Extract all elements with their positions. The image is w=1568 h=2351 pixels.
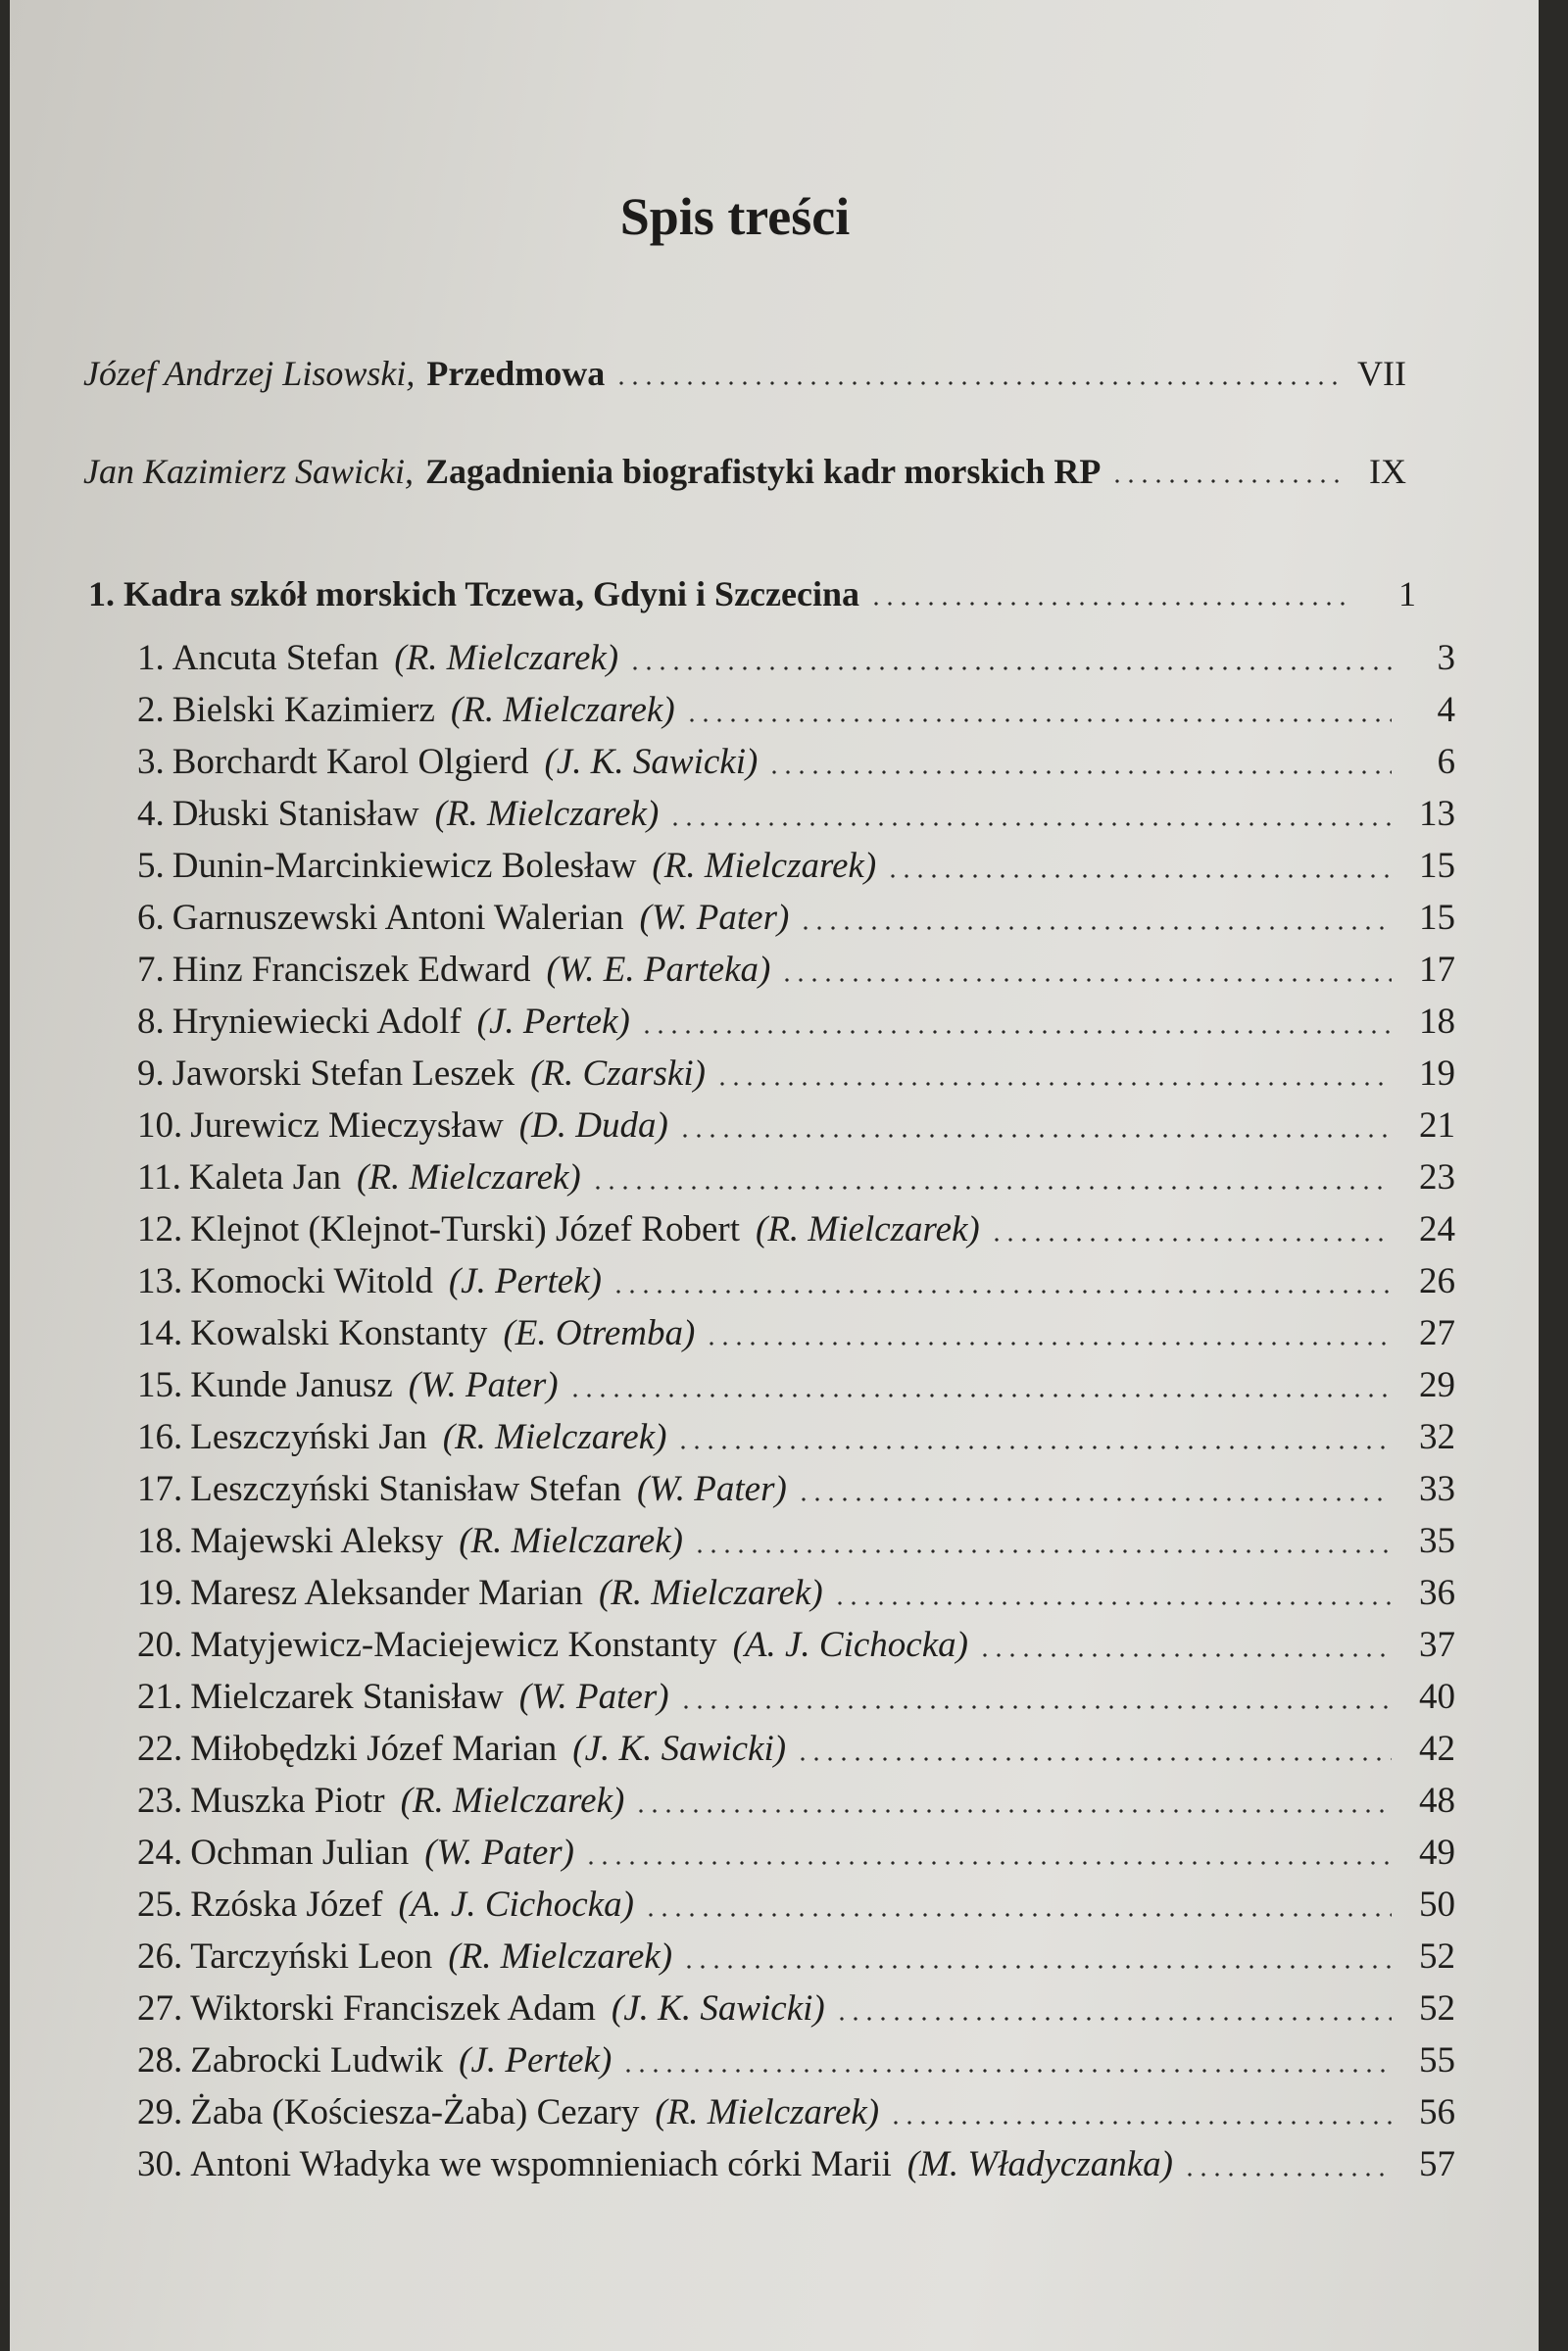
entry-name: Jurewicz Mieczysław bbox=[190, 1105, 504, 1146]
entry-name: Komocki Witold bbox=[190, 1261, 433, 1301]
entry-author: (R. Mielczarek) bbox=[450, 690, 675, 730]
entry-page-number: 48 bbox=[1419, 1781, 1455, 1821]
entry-name: Dłuski Stanisław bbox=[172, 794, 419, 834]
entry-name: Matyjewicz-Maciejewicz Konstanty bbox=[190, 1625, 717, 1665]
leader-dots bbox=[1110, 479, 1343, 483]
toc-entry bbox=[137, 1416, 1455, 1458]
entry-author: Józef Andrzej Lisowski, bbox=[83, 354, 416, 393]
entry-name: Borchardt Karol Olgierd bbox=[172, 742, 529, 782]
entry-name: Ancuta Stefan bbox=[172, 638, 379, 678]
toc-entry bbox=[137, 1520, 1455, 1562]
leader-dots bbox=[678, 1134, 1392, 1138]
entry-number: 28. bbox=[137, 2040, 183, 2081]
entry-author: (R. Mielczarek) bbox=[400, 1781, 625, 1821]
entry-name: Muszka Piotr bbox=[190, 1781, 385, 1821]
entry-number: 6. bbox=[137, 898, 165, 938]
entry-number: 29. bbox=[137, 2092, 183, 2132]
leader-dots bbox=[614, 381, 1343, 385]
entry-name: Kowalski Konstanty bbox=[190, 1313, 488, 1353]
leader-dots bbox=[833, 1601, 1392, 1605]
entry-author: (W. E. Parteka) bbox=[546, 950, 771, 990]
leader-dots bbox=[705, 1342, 1392, 1346]
entry-page-number: 6 bbox=[1437, 742, 1455, 782]
entry-author: (W. Pater) bbox=[637, 1469, 787, 1509]
entry-author: (R. Mielczarek) bbox=[448, 1936, 673, 1977]
entry-number: 3. bbox=[137, 742, 165, 782]
entry-number: 22. bbox=[137, 1729, 183, 1769]
leader-dots bbox=[591, 1186, 1392, 1190]
leader-dots bbox=[685, 718, 1392, 722]
toc-entry bbox=[137, 2143, 1455, 2185]
entry-author: (W. Pater) bbox=[424, 1833, 575, 1873]
leader-dots bbox=[715, 1082, 1392, 1086]
leader-dots bbox=[682, 1965, 1392, 1969]
entry-name: Wiktorski Franciszek Adam bbox=[190, 1988, 596, 2029]
leader-dots bbox=[835, 2017, 1392, 2021]
entry-page-number: 24 bbox=[1419, 1209, 1455, 1249]
entry-page-number: 50 bbox=[1419, 1885, 1455, 1925]
section-heading bbox=[88, 573, 1416, 614]
entry-name: Zabrocki Ludwik bbox=[190, 2040, 444, 2081]
toc-entry bbox=[137, 1676, 1455, 1718]
toc-entry bbox=[137, 845, 1455, 887]
entry-page-number: 3 bbox=[1437, 638, 1455, 678]
entry-name: Majewski Aleksy bbox=[190, 1521, 444, 1561]
leader-dots bbox=[668, 822, 1392, 826]
entry-page-number: 26 bbox=[1419, 1261, 1455, 1301]
front-matter-entry bbox=[83, 353, 1406, 394]
entry-author: (J. Pertek) bbox=[476, 1002, 630, 1042]
entry-author: (J. K. Sawicki) bbox=[544, 742, 759, 782]
entry-author: (R. Mielczarek) bbox=[459, 1521, 683, 1561]
entry-page-number: IX bbox=[1369, 452, 1406, 491]
entry-number: 2. bbox=[137, 690, 165, 730]
entry-page-number: 33 bbox=[1419, 1469, 1455, 1509]
entry-page-number: 40 bbox=[1419, 1677, 1455, 1717]
toc-entry bbox=[137, 689, 1455, 731]
entry-name: Leszczyński Stanisław Stefan bbox=[190, 1469, 622, 1509]
leader-dots bbox=[644, 1913, 1392, 1917]
entry-name: Ochman Julian bbox=[190, 1833, 410, 1873]
entry-author: (R. Mielczarek) bbox=[655, 2092, 880, 2132]
entry-number: 19. bbox=[137, 1573, 183, 1613]
entry-number: 9. bbox=[137, 1053, 165, 1094]
entry-name: Dunin-Marcinkiewicz Bolesław bbox=[172, 846, 637, 886]
entry-page-number: 27 bbox=[1419, 1313, 1455, 1353]
entry-number: 17. bbox=[137, 1469, 183, 1509]
toc-entry bbox=[137, 1208, 1455, 1250]
section-label: 1. Kadra szkół morskich Tczewa, Gdyni i Szczecina bbox=[88, 574, 859, 613]
entry-author: (J. Pertek) bbox=[448, 1261, 602, 1301]
entry-page-number: 15 bbox=[1419, 898, 1455, 938]
section-page-number: 1 bbox=[1398, 574, 1416, 613]
entry-author: (M. Władyczanka) bbox=[906, 2144, 1173, 2184]
leader-dots bbox=[869, 602, 1352, 606]
entry-page-number: 52 bbox=[1419, 1988, 1455, 2029]
entry-page-number: VII bbox=[1357, 354, 1406, 393]
entry-author: (R. Mielczarek) bbox=[357, 1157, 581, 1198]
entry-number: 5. bbox=[137, 846, 165, 886]
toc-entry bbox=[137, 793, 1455, 835]
book-page bbox=[10, 0, 1539, 2351]
entry-title: Zagadnienia biografistyki kadr morskich RP bbox=[424, 452, 1102, 491]
leader-dots bbox=[584, 1861, 1392, 1865]
leader-dots bbox=[767, 770, 1392, 774]
entry-page-number: 57 bbox=[1419, 2144, 1455, 2184]
entry-author: (J. K. Sawicki) bbox=[611, 1988, 825, 2029]
leader-dots bbox=[799, 926, 1392, 930]
leader-dots bbox=[990, 1238, 1392, 1242]
entry-author: Jan Kazimierz Sawicki, bbox=[83, 452, 414, 491]
toc-entry bbox=[137, 1624, 1455, 1666]
toc-entry bbox=[137, 1780, 1455, 1822]
entry-page-number: 49 bbox=[1419, 1833, 1455, 1873]
toc-entry bbox=[137, 1832, 1455, 1874]
entry-name: Maresz Aleksander Marian bbox=[190, 1573, 583, 1613]
entry-author: (R. Czarski) bbox=[530, 1053, 706, 1094]
toc-entry bbox=[137, 1312, 1455, 1354]
toc-entry bbox=[137, 2039, 1455, 2082]
entry-author: (J. K. Sawicki) bbox=[572, 1729, 787, 1769]
toc-entry bbox=[137, 1987, 1455, 2030]
entry-number: 11. bbox=[137, 1157, 181, 1198]
entry-number: 16. bbox=[137, 1417, 183, 1457]
entry-number: 14. bbox=[137, 1313, 183, 1353]
leader-dots bbox=[628, 666, 1392, 670]
toc-entry bbox=[137, 949, 1455, 991]
entry-page-number: 13 bbox=[1419, 794, 1455, 834]
leader-dots bbox=[796, 1757, 1392, 1761]
front-matter-entry bbox=[83, 451, 1406, 492]
leader-dots bbox=[889, 2121, 1392, 2125]
entry-author: (R. Mielczarek) bbox=[598, 1573, 823, 1613]
entry-name: Antoni Władyka we wspomnieniach córki Marii bbox=[190, 2144, 892, 2184]
entry-number: 1. bbox=[137, 638, 165, 678]
entry-number: 7. bbox=[137, 950, 165, 990]
leader-dots bbox=[568, 1394, 1392, 1397]
entry-number: 24. bbox=[137, 1833, 183, 1873]
entry-page-number: 23 bbox=[1419, 1157, 1455, 1198]
entry-number: 26. bbox=[137, 1936, 183, 1977]
entry-page-number: 18 bbox=[1419, 1002, 1455, 1042]
entry-number: 21. bbox=[137, 1677, 183, 1717]
entry-author: (W. Pater) bbox=[639, 898, 790, 938]
entry-author: (R. Mielczarek) bbox=[434, 794, 660, 834]
entry-name: Żaba (Kościesza-Żaba) Cezary bbox=[190, 2092, 640, 2132]
toc-entry bbox=[137, 1053, 1455, 1095]
entry-name: Mielczarek Stanisław bbox=[190, 1677, 504, 1717]
entry-author: (D. Duda) bbox=[518, 1105, 668, 1146]
entry-name: Kunde Janusz bbox=[190, 1365, 393, 1405]
entry-page-number: 56 bbox=[1419, 2092, 1455, 2132]
entry-author: (R. Mielczarek) bbox=[756, 1209, 980, 1249]
entry-number: 12. bbox=[137, 1209, 183, 1249]
leader-dots bbox=[679, 1705, 1392, 1709]
toc-entry bbox=[137, 637, 1455, 679]
entry-author: (W. Pater) bbox=[408, 1365, 559, 1405]
entry-author: (E. Otremba) bbox=[503, 1313, 696, 1353]
leader-dots bbox=[693, 1549, 1392, 1553]
entry-name: Klejnot (Klejnot-Turski) Józef Robert bbox=[190, 1209, 740, 1249]
entry-name: Bielski Kazimierz bbox=[172, 690, 435, 730]
leader-dots bbox=[612, 1290, 1392, 1294]
toc-entry bbox=[137, 1364, 1455, 1406]
entry-name: Jaworski Stefan Leszek bbox=[172, 1053, 515, 1094]
leader-dots bbox=[1183, 2173, 1392, 2177]
entry-page-number: 17 bbox=[1419, 950, 1455, 990]
entry-page-number: 4 bbox=[1437, 690, 1455, 730]
leader-dots bbox=[676, 1445, 1392, 1449]
toc-entry bbox=[137, 1935, 1455, 1978]
entry-page-number: 35 bbox=[1419, 1521, 1455, 1561]
entry-author: (W. Pater) bbox=[518, 1677, 669, 1717]
leader-dots bbox=[886, 874, 1392, 878]
leader-dots bbox=[621, 2069, 1392, 2073]
entry-author: (A. J. Cichocka) bbox=[732, 1625, 968, 1665]
entry-page-number: 55 bbox=[1419, 2040, 1455, 2081]
toc-entry bbox=[137, 1156, 1455, 1199]
entry-author: (J. Pertek) bbox=[459, 2040, 612, 2081]
toc-entry bbox=[137, 1104, 1455, 1147]
toc-entry bbox=[137, 1260, 1455, 1302]
entry-page-number: 42 bbox=[1419, 1729, 1455, 1769]
entry-name: Garnuszewski Antoni Walerian bbox=[172, 898, 624, 938]
toc-entry bbox=[137, 1884, 1455, 1926]
toc-entry bbox=[137, 1728, 1455, 1770]
entry-page-number: 32 bbox=[1419, 1417, 1455, 1457]
entry-page-number: 19 bbox=[1419, 1053, 1455, 1094]
entry-page-number: 15 bbox=[1419, 846, 1455, 886]
toc-entry bbox=[137, 1001, 1455, 1043]
entry-number: 18. bbox=[137, 1521, 183, 1561]
entry-number: 15. bbox=[137, 1365, 183, 1405]
toc-entry bbox=[137, 741, 1455, 783]
entry-number: 13. bbox=[137, 1261, 183, 1301]
entry-number: 25. bbox=[137, 1885, 183, 1925]
entry-author: (R. Mielczarek) bbox=[442, 1417, 667, 1457]
entry-number: 20. bbox=[137, 1625, 183, 1665]
leader-dots bbox=[634, 1809, 1392, 1813]
toc-entry bbox=[137, 1468, 1455, 1510]
toc-entry bbox=[137, 897, 1455, 939]
entry-title: Przedmowa bbox=[426, 354, 606, 393]
entry-page-number: 29 bbox=[1419, 1365, 1455, 1405]
entry-author: (A. J. Cichocka) bbox=[398, 1885, 634, 1925]
entry-page-number: 37 bbox=[1419, 1625, 1455, 1665]
entry-number: 27. bbox=[137, 1988, 183, 2029]
toc-entry bbox=[137, 1572, 1455, 1614]
entry-name: Miłobędzki Józef Marian bbox=[190, 1729, 558, 1769]
entry-name: Leszczyński Jan bbox=[190, 1417, 427, 1457]
entry-page-number: 36 bbox=[1419, 1573, 1455, 1613]
entry-author: (R. Mielczarek) bbox=[652, 846, 877, 886]
entry-page-number: 52 bbox=[1419, 1936, 1455, 1977]
entry-name: Rzóska Józef bbox=[190, 1885, 383, 1925]
entry-number: 8. bbox=[137, 1002, 165, 1042]
leader-dots bbox=[640, 1030, 1392, 1034]
entry-author: (R. Mielczarek) bbox=[394, 638, 619, 678]
leader-dots bbox=[780, 978, 1392, 982]
entry-page-number: 21 bbox=[1419, 1105, 1455, 1146]
leader-dots bbox=[978, 1653, 1392, 1657]
toc-entry bbox=[137, 2091, 1455, 2133]
page-title: Spis treści bbox=[619, 187, 851, 246]
entry-name: Tarczyński Leon bbox=[190, 1936, 433, 1977]
entry-name: Hryniewiecki Adolf bbox=[172, 1002, 462, 1042]
entry-name: Kaleta Jan bbox=[188, 1157, 342, 1198]
entry-number: 10. bbox=[137, 1105, 183, 1146]
entry-number: 23. bbox=[137, 1781, 183, 1821]
leader-dots bbox=[797, 1497, 1392, 1501]
entry-number: 4. bbox=[137, 794, 165, 834]
entry-name: Hinz Franciszek Edward bbox=[172, 950, 531, 990]
entry-number: 30. bbox=[137, 2144, 183, 2184]
